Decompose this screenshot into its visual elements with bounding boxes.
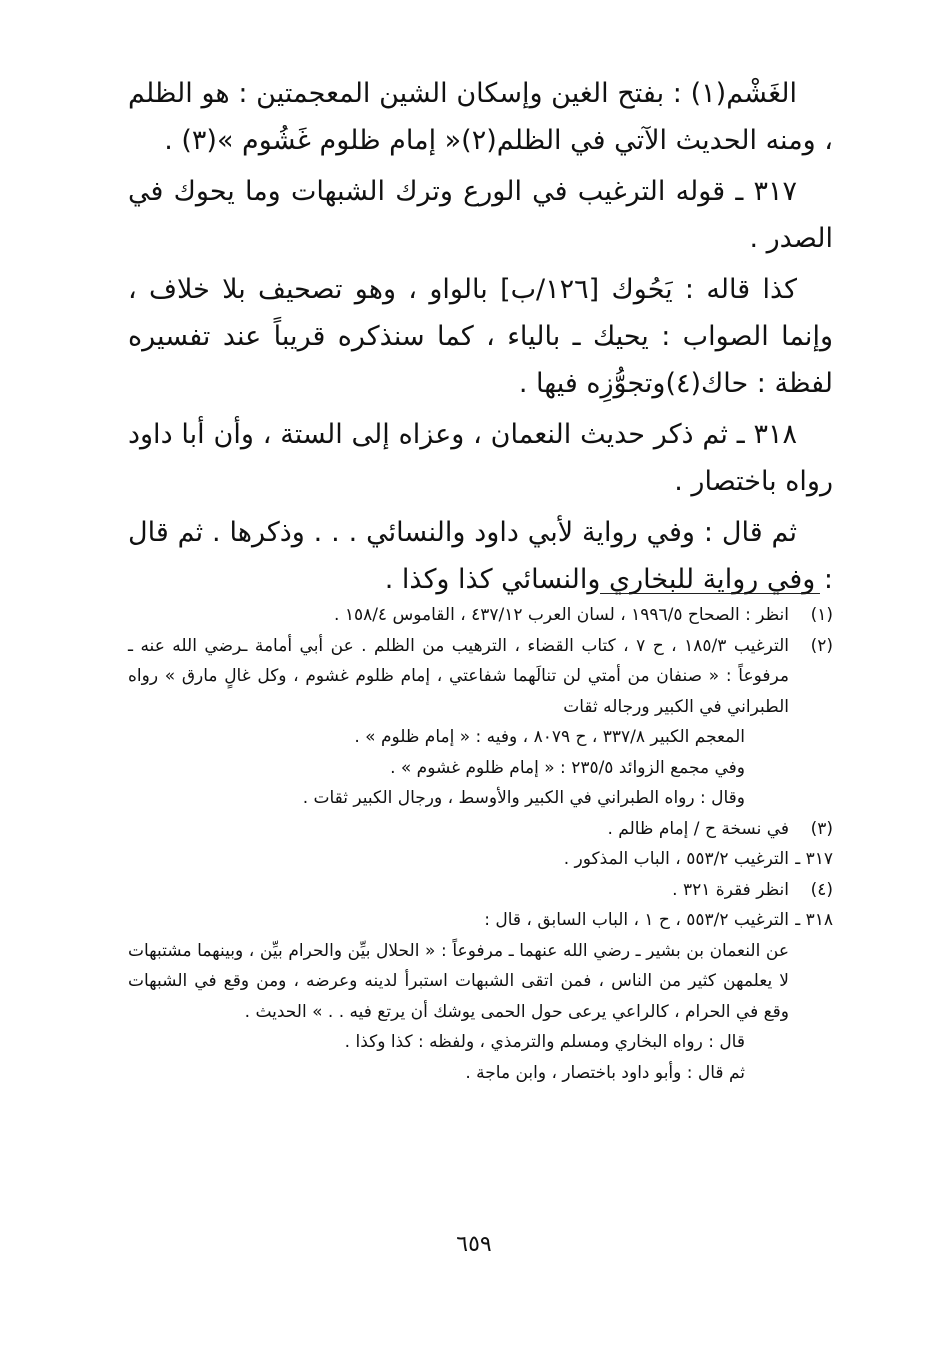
footnote-318-qala: قال : رواه البخاري ومسلم والترمذي ، ولفظه : كذا وكذا . [344, 1032, 745, 1052]
footnote-text: انظر فقرة ٣٢١ . [672, 879, 789, 900]
footnote-2-ref-majma: وفي مجمع الزوائد ٢٣٥/٥ : « إمام ظلوم غشوم » . [390, 757, 745, 778]
footnote-number: ٣١٧ ـ [795, 849, 833, 869]
footnotes [128, 600, 833, 1088]
footnote-text: الترغيب ٥٥٣/٢ ، ح ١ ، الباب السابق ، قال : [484, 910, 789, 930]
footnote-2-ref-kabir: المعجم الكبير ٣٣٧/٨ ، ح ٨٠٧٩ ، وفيه : « إمام ظلوم » . [354, 727, 745, 747]
footnote-separator [600, 593, 820, 594]
footnote-1 [128, 600, 833, 631]
page-number: ٦٥٩ [456, 1232, 492, 1257]
paragraph-318: ٣١٨ ـ ثم ذكر حديث النعمان ، وعزاه إلى الستة ، وأن أبا داود رواه باختصار . [128, 419, 833, 497]
footnote-4 [128, 875, 833, 906]
footnote-text: في نسخة ح / إمام ظالم . [607, 818, 789, 839]
footnote-number: (٣) [810, 818, 833, 839]
footnote-number: (٢) [810, 635, 833, 656]
footnote-number: ٣١٨ ـ [795, 910, 833, 930]
paragraph-317: ٣١٧ ـ قوله الترغيب في الورع وترك الشبهات وما يحوك في الصدر . [128, 176, 833, 254]
paragraph-ghashm: الغَشْم(١) : بفتح الغين وإسكان الشين المعجمتين : هو الظلم ، ومنه الحديث الآتي في الظلم(٢)« إمام ظلوم غَشُوم »(٣) . [128, 78, 833, 156]
footnote-text: الترغيب ١٨٥/٣ ، ح ٧ ، كتاب القضاء ، الترهيب من الظلم . عن أبي أمامة ـرضي الله عنه ـ مرفوعاً : « صنفان من أمتي لن تنالَهما شفاعتي ، إمام ظلوم غشوم ، وكل غالٍ مارق » رواه الطبراني في الكبير ورجاله ثقات [128, 635, 789, 717]
footnote-text: الترغيب ٥٥٣/٢ ، الباب المذكور . [563, 849, 789, 869]
footnote-number: (٤) [810, 879, 833, 900]
paragraph-yahuk: كذا قاله : يَحُوك [١٢٦/ب] بالواو ، وهو تصحيف بلا خلاف ، وإنما الصواب : يحيك ـ بالياء ، كما سنذكره قريباً عند تفسيره لفظة : حاك(٤)وتجوُّزِه فيها . [128, 274, 833, 399]
footnote-317 [128, 844, 833, 875]
footnote-3 [128, 814, 833, 845]
footnote-318-thumma: ثم قال : وأبو داود باختصار ، وابن ماجة . [465, 1062, 745, 1083]
footnote-2-ref-qala: وقال : رواه الطبراني في الكبير والأوسط ، ورجال الكبير ثقات . [302, 788, 745, 808]
footnote-318 [128, 905, 833, 936]
footnote-text: انظر : الصحاح ١٩٩٦/٥ ، لسان العرب ٤٣٧/١٢ ، القاموس ١٥٨/٤ . [334, 605, 789, 625]
main-text [128, 70, 833, 603]
footnote-318-hadith: عن النعمان بن بشير ـ رضي الله عنهما ـ مرفوعاً : « الحلال بيِّن والحرام بيِّن ، وبينهما مشتبهات لا يعلمهن كثير من الناس ، فمن اتقى الشبهات استبرأ لدينه وعرضه ، ومن وقع في الشبهات وقع في الحرام ، كالراعي يرعى حول الحمى يوشك أن يرتع فيه . . » الحديث . [128, 940, 789, 1022]
footnote-2 [128, 631, 833, 723]
paragraph-riwaya: ثم قال : وفي رواية لأبي داود والنسائي . . . وذكرها . ثم قال : وفي رواية للبخاري والنسائي كذا وكذا . [128, 517, 833, 595]
footnote-number: (١) [810, 605, 833, 625]
